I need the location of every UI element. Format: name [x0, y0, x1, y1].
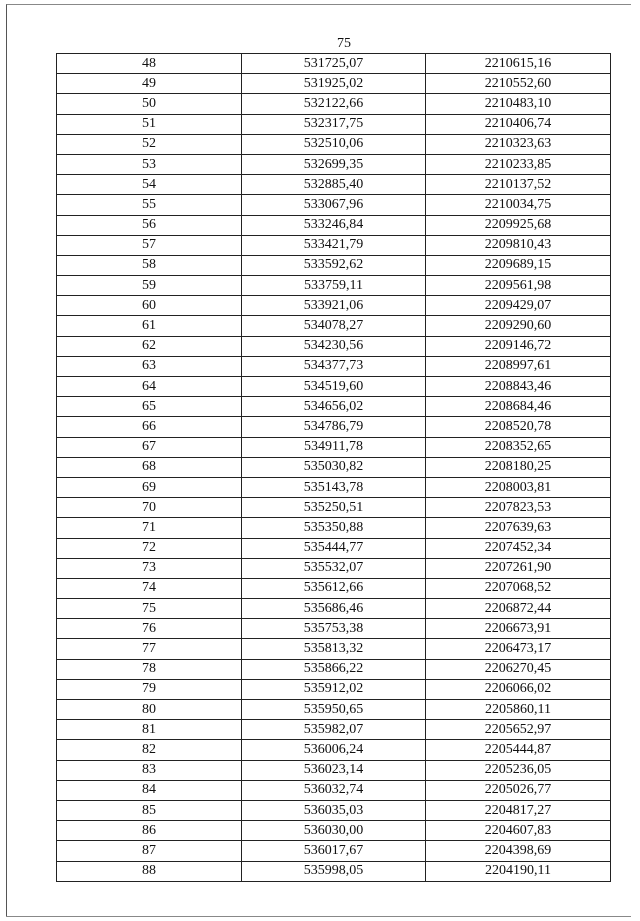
- y-coordinate-cell: 2210233,85: [426, 154, 611, 174]
- y-coordinate-cell: 2210615,16: [426, 54, 611, 74]
- point-number-cell: 77: [57, 639, 242, 659]
- page-bottom-rule: [6, 916, 631, 917]
- point-number-cell: 76: [57, 619, 242, 639]
- x-coordinate-cell: 534377,73: [242, 356, 426, 376]
- y-coordinate-cell: 2205236,05: [426, 760, 611, 780]
- table-row: [57, 780, 611, 800]
- point-number-cell: 55: [57, 195, 242, 215]
- table-row: [57, 94, 611, 114]
- x-coordinate-cell: 533759,11: [242, 276, 426, 296]
- point-number-cell: 68: [57, 457, 242, 477]
- point-number-cell: 75: [57, 599, 242, 619]
- table-row: [57, 296, 611, 316]
- y-coordinate-cell: 2209810,43: [426, 235, 611, 255]
- table-row: [57, 276, 611, 296]
- x-coordinate-cell: 531925,02: [242, 74, 426, 94]
- y-coordinate-cell: 2208352,65: [426, 437, 611, 457]
- table-row: [57, 558, 611, 578]
- y-coordinate-cell: 2205652,97: [426, 720, 611, 740]
- point-number-cell: 53: [57, 154, 242, 174]
- y-coordinate-cell: 2208520,78: [426, 417, 611, 437]
- table-row: [57, 397, 611, 417]
- y-coordinate-cell: 2209925,68: [426, 215, 611, 235]
- point-number-cell: 86: [57, 821, 242, 841]
- point-number-cell: 80: [57, 700, 242, 720]
- point-number-cell: 79: [57, 679, 242, 699]
- x-coordinate-cell: 535753,38: [242, 619, 426, 639]
- point-number-cell: 71: [57, 518, 242, 538]
- table-row: [57, 498, 611, 518]
- x-coordinate-cell: 536017,67: [242, 841, 426, 861]
- table-row: [57, 437, 611, 457]
- coordinates-table-body: [57, 54, 611, 882]
- y-coordinate-cell: 2207452,34: [426, 538, 611, 558]
- table-row: [57, 134, 611, 154]
- y-coordinate-cell: 2206673,91: [426, 619, 611, 639]
- table-row: [57, 255, 611, 275]
- y-coordinate-cell: 2206270,45: [426, 659, 611, 679]
- y-coordinate-cell: 2206066,02: [426, 679, 611, 699]
- point-number-cell: 74: [57, 578, 242, 598]
- x-coordinate-cell: 535998,05: [242, 861, 426, 881]
- x-coordinate-cell: 536032,74: [242, 780, 426, 800]
- point-number-cell: 83: [57, 760, 242, 780]
- x-coordinate-cell: 535912,02: [242, 679, 426, 699]
- y-coordinate-cell: 2207823,53: [426, 498, 611, 518]
- y-coordinate-cell: 2207639,63: [426, 518, 611, 538]
- x-coordinate-cell: 532885,40: [242, 175, 426, 195]
- point-number-cell: 62: [57, 336, 242, 356]
- table-row: [57, 518, 611, 538]
- point-number-cell: 70: [57, 498, 242, 518]
- y-coordinate-cell: 2204607,83: [426, 821, 611, 841]
- x-coordinate-cell: 535350,88: [242, 518, 426, 538]
- table-row: [57, 235, 611, 255]
- x-coordinate-cell: 532699,35: [242, 154, 426, 174]
- y-coordinate-cell: 2208997,61: [426, 356, 611, 376]
- x-coordinate-cell: 535813,32: [242, 639, 426, 659]
- y-coordinate-cell: 2205444,87: [426, 740, 611, 760]
- point-number-cell: 48: [57, 54, 242, 74]
- point-number-cell: 67: [57, 437, 242, 457]
- y-coordinate-cell: 2209146,72: [426, 336, 611, 356]
- point-number-cell: 60: [57, 296, 242, 316]
- y-coordinate-cell: 2204398,69: [426, 841, 611, 861]
- y-coordinate-cell: 2205860,11: [426, 700, 611, 720]
- table-row: [57, 800, 611, 820]
- y-coordinate-cell: 2209561,98: [426, 276, 611, 296]
- x-coordinate-cell: 534230,56: [242, 336, 426, 356]
- table-row: [57, 74, 611, 94]
- x-coordinate-cell: 535030,82: [242, 457, 426, 477]
- y-coordinate-cell: 2209689,15: [426, 255, 611, 275]
- point-number-cell: 85: [57, 800, 242, 820]
- x-coordinate-cell: 536030,00: [242, 821, 426, 841]
- x-coordinate-cell: 535143,78: [242, 477, 426, 497]
- x-coordinate-cell: 534519,60: [242, 377, 426, 397]
- y-coordinate-cell: 2208843,46: [426, 377, 611, 397]
- point-number-cell: 63: [57, 356, 242, 376]
- table-row: [57, 154, 611, 174]
- table-row: [57, 477, 611, 497]
- table-row: [57, 417, 611, 437]
- table-row: [57, 54, 611, 74]
- y-coordinate-cell: 2206872,44: [426, 599, 611, 619]
- y-coordinate-cell: 2207261,90: [426, 558, 611, 578]
- table-row: [57, 457, 611, 477]
- point-number-cell: 88: [57, 861, 242, 881]
- y-coordinate-cell: 2208180,25: [426, 457, 611, 477]
- table-row: [57, 114, 611, 134]
- x-coordinate-cell: 535612,66: [242, 578, 426, 598]
- point-number-cell: 84: [57, 780, 242, 800]
- coordinates-table: [56, 53, 611, 882]
- point-number-cell: 66: [57, 417, 242, 437]
- y-coordinate-cell: 2209290,60: [426, 316, 611, 336]
- x-coordinate-cell: 534078,27: [242, 316, 426, 336]
- y-coordinate-cell: 2210406,74: [426, 114, 611, 134]
- x-coordinate-cell: 534911,78: [242, 437, 426, 457]
- point-number-cell: 58: [57, 255, 242, 275]
- x-coordinate-cell: 535866,22: [242, 659, 426, 679]
- y-coordinate-cell: 2205026,77: [426, 780, 611, 800]
- y-coordinate-cell: 2204817,27: [426, 800, 611, 820]
- x-coordinate-cell: 535532,07: [242, 558, 426, 578]
- point-number-cell: 61: [57, 316, 242, 336]
- point-number-cell: 82: [57, 740, 242, 760]
- table-row: [57, 700, 611, 720]
- x-coordinate-cell: 531725,07: [242, 54, 426, 74]
- table-row: [57, 861, 611, 881]
- table-row: [57, 639, 611, 659]
- point-number-cell: 59: [57, 276, 242, 296]
- table-row: [57, 740, 611, 760]
- table-row: [57, 377, 611, 397]
- y-coordinate-cell: 2210137,52: [426, 175, 611, 195]
- x-coordinate-cell: 535982,07: [242, 720, 426, 740]
- point-number-cell: 87: [57, 841, 242, 861]
- y-coordinate-cell: 2206473,17: [426, 639, 611, 659]
- point-number-cell: 54: [57, 175, 242, 195]
- x-coordinate-cell: 535950,65: [242, 700, 426, 720]
- x-coordinate-cell: 534656,02: [242, 397, 426, 417]
- table-row: [57, 679, 611, 699]
- table-row: [57, 538, 611, 558]
- table-row: [57, 316, 611, 336]
- x-coordinate-cell: 536006,24: [242, 740, 426, 760]
- y-coordinate-cell: 2210034,75: [426, 195, 611, 215]
- y-coordinate-cell: 2204190,11: [426, 861, 611, 881]
- point-number-cell: 56: [57, 215, 242, 235]
- point-number-cell: 65: [57, 397, 242, 417]
- y-coordinate-cell: 2210323,63: [426, 134, 611, 154]
- table-row: [57, 175, 611, 195]
- table-row: [57, 215, 611, 235]
- table-row: [57, 720, 611, 740]
- table-row: [57, 356, 611, 376]
- x-coordinate-cell: 533921,06: [242, 296, 426, 316]
- table-row: [57, 760, 611, 780]
- point-number-cell: 49: [57, 74, 242, 94]
- y-coordinate-cell: 2209429,07: [426, 296, 611, 316]
- point-number-cell: 78: [57, 659, 242, 679]
- x-coordinate-cell: 533592,62: [242, 255, 426, 275]
- point-number-cell: 57: [57, 235, 242, 255]
- y-coordinate-cell: 2210483,10: [426, 94, 611, 114]
- point-number-cell: 69: [57, 477, 242, 497]
- point-number-cell: 52: [57, 134, 242, 154]
- point-number-cell: 51: [57, 114, 242, 134]
- table-row: [57, 195, 611, 215]
- x-coordinate-cell: 534786,79: [242, 417, 426, 437]
- table-row: [57, 599, 611, 619]
- point-number-cell: 73: [57, 558, 242, 578]
- x-coordinate-cell: 533246,84: [242, 215, 426, 235]
- point-number-cell: 81: [57, 720, 242, 740]
- x-coordinate-cell: 532510,06: [242, 134, 426, 154]
- x-coordinate-cell: 536035,03: [242, 800, 426, 820]
- table-row: [57, 619, 611, 639]
- table-row: [57, 336, 611, 356]
- x-coordinate-cell: 536023,14: [242, 760, 426, 780]
- y-coordinate-cell: 2208684,46: [426, 397, 611, 417]
- x-coordinate-cell: 532317,75: [242, 114, 426, 134]
- x-coordinate-cell: 535444,77: [242, 538, 426, 558]
- x-coordinate-cell: 532122,66: [242, 94, 426, 114]
- table-row: [57, 841, 611, 861]
- table-row: [57, 821, 611, 841]
- point-number-cell: 50: [57, 94, 242, 114]
- y-coordinate-cell: 2207068,52: [426, 578, 611, 598]
- table-row: [57, 578, 611, 598]
- y-coordinate-cell: 2210552,60: [426, 74, 611, 94]
- point-number-cell: 64: [57, 377, 242, 397]
- y-coordinate-cell: 2208003,81: [426, 477, 611, 497]
- x-coordinate-cell: 535686,46: [242, 599, 426, 619]
- point-number-cell: 72: [57, 538, 242, 558]
- table-row: [57, 659, 611, 679]
- page-number: 75: [337, 36, 351, 51]
- x-coordinate-cell: 533421,79: [242, 235, 426, 255]
- x-coordinate-cell: 535250,51: [242, 498, 426, 518]
- x-coordinate-cell: 533067,96: [242, 195, 426, 215]
